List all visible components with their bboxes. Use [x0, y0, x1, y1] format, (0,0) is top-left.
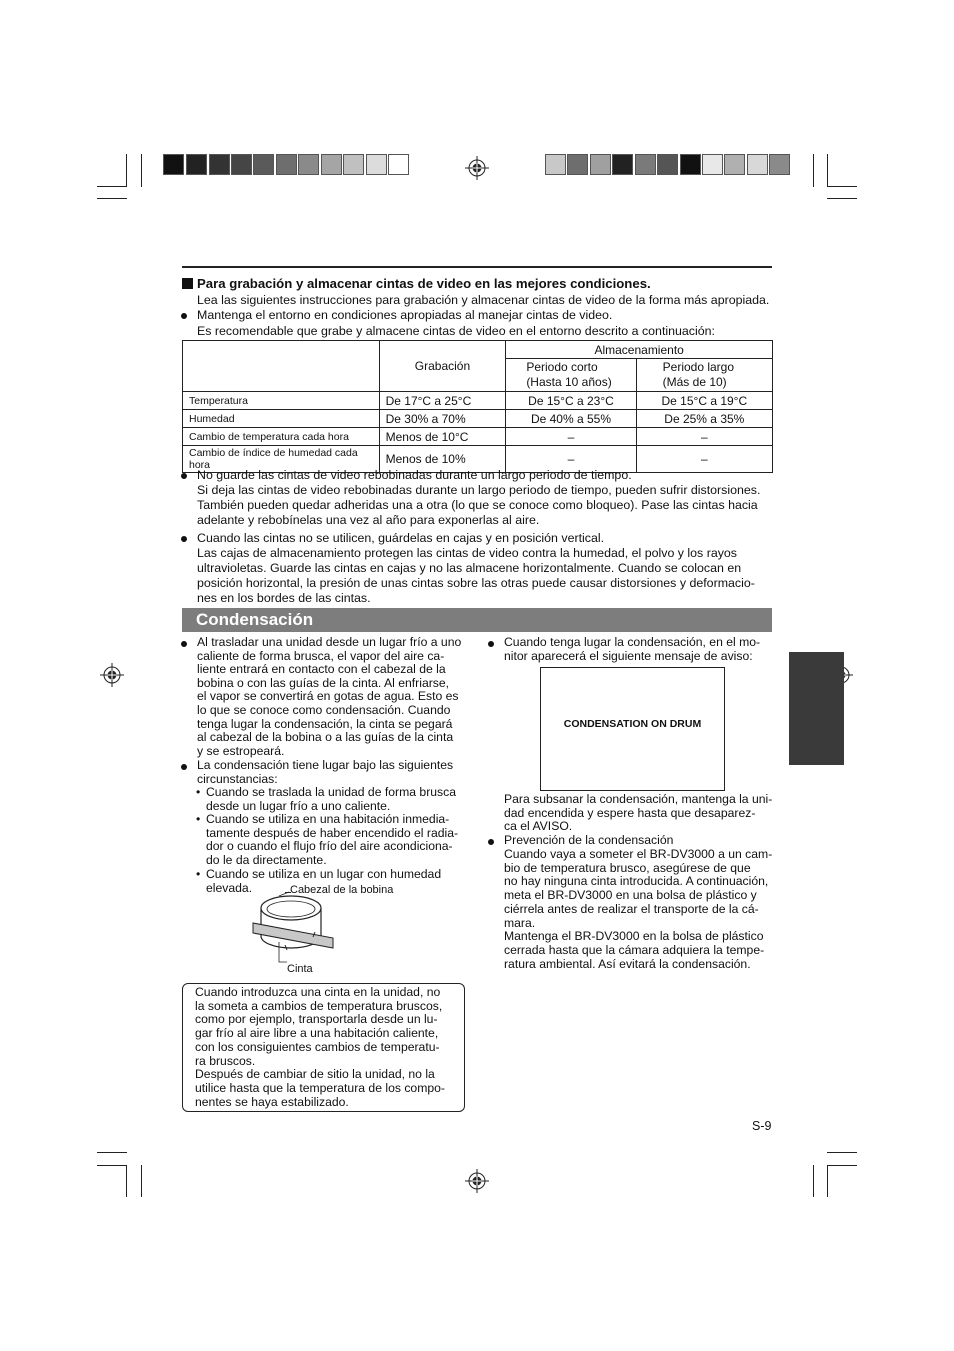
right-bullet-1: Cuando tenga lugar la condensación, en el mo- nitor aparecerá el siguiente mensaje de aviso: — [504, 635, 761, 663]
registration-target-icon — [465, 1169, 489, 1193]
table-row: Temperatura De 17°C a 25°C De 15°C a 23°C De 15°C a 19°C — [183, 392, 773, 410]
left-bullet-2: La condensación tiene lugar bajo las siguientes circunstancias: — [197, 758, 454, 786]
label-drum-head: Cabezal de la bobina — [290, 884, 394, 896]
paragraph-line: adelante y rebobínelas una vez al año para exponerlas al aire. — [197, 513, 540, 527]
left-bullet-1: Al trasladar una unidad desde un lugar frío a uno caliente de forma brusca, el vapor del aire ca- liente entrará en contacto con el cabezal de la bobina o con las guías de la cinta. Al enfriarse, el vapor se convertirá en gotas de agua. Esto es lo que se conoce como condensación. Cuando tenga lugar la condensación, la cinta se pegará al cabezal de la bobina o a las guías de la cinta y se estropeará. — [197, 636, 465, 758]
top-rule — [182, 266, 772, 268]
registration-target-icon — [465, 156, 489, 180]
bullet-rewound: No guarde las cintas de video rebobinadas durante un largo periodo de tiempo. — [197, 468, 632, 482]
table-row: Humedad De 30% a 70% De 40% a 55% De 25% a 35% — [183, 410, 773, 428]
paragraph-line: Las cajas de almacenamiento protegen las cintas de video contra la humedad, el polvo y los rayos — [197, 546, 737, 560]
bullet-environment: Mantenga el entorno en condiciones apropiadas al manejar cintas de video. — [197, 308, 613, 322]
right-bullet-2: Prevención de la condensación — [504, 833, 674, 847]
table-row: Cambio de índice de humedad cada hora Menos de 10% – – — [183, 446, 773, 473]
left-sub-1: • Cuando se traslada la unidad de forma brusca desde un lugar frío a uno caliente. — [206, 786, 456, 813]
left-sub-3: • Cuando se utiliza en un lugar con humedad elevada. — [206, 868, 441, 895]
side-tab — [789, 652, 844, 765]
environment-table — [182, 340, 773, 473]
paragraph-line: ultravioletas. Guarde las cintas en cajas y no las almacene horizontalmente. Cuando se colocan en — [197, 561, 742, 575]
left-sub-2: • Cuando se utiliza en una habitación inmedia- tamente después de haber encendido el radia- dor o cuando el flujo frío del aire acondiciona- do le da directamente. — [206, 813, 458, 867]
header-storage: Almacenamiento — [506, 341, 773, 359]
header-long: Periodo largo (Más de 10) — [636, 359, 772, 392]
warning-message: CONDENSATION ON DRUM — [563, 718, 702, 730]
table-row: Cambio de temperatura cada hora Menos de 10°C – – — [183, 428, 773, 446]
header-short: Periodo corto (Hasta 10 años) — [506, 359, 636, 392]
drum-head-illustration — [245, 890, 340, 970]
paragraph-line: Si deja las cintas de video rebobinadas durante un largo periodo de tiempo, pueden sufrir distorsiones. — [197, 483, 761, 497]
square-bullet-icon — [182, 278, 193, 289]
header-recording: Grabación — [379, 341, 506, 392]
right-prevention-text: Cuando vaya a someter el BR-DV3000 a un cam- bio de temperatura brusco, asegúrese de que no hay ninguna cinta introducida. A continuación, meta el BR-DV3000 en una bolsa de plástico y ciérrela antes de realizar el transporte de la cá- mara. Mantenga el BR-DV3000 en la bolsa de plástico cerrada hasta que la cámara adquiera la tempe- ratura ambiental. Así evitará la condensación. — [504, 847, 773, 971]
section-title: Condensación — [196, 610, 314, 629]
registration-target-icon — [100, 663, 124, 687]
section-heading: Para grabación y almacenar cintas de video en las mejores condiciones. — [197, 276, 651, 291]
caution-text: Cuando introduzca una cinta en la unidad, no la someta a cambios de temperatura bruscos, como por ejemplo, transportarla desde un lu- gar frío al aire libre a una habitación caliente, con los consiguientes cambios de temperatu- ra bruscos. Después de cambiar de sitio la unidad, no la utilice hasta que la temperatura de los compo- nentes se haya estabilizado. — [195, 985, 445, 1109]
right-after-text: Para subsanar la condensación, mantenga la uni- dad encendida y espere hasta que desaparez- ca el AVISO. — [504, 792, 773, 834]
paragraph-line: nes en los bordes de las cintas. — [197, 591, 371, 605]
label-tape: Cinta — [287, 963, 313, 975]
bullet-storage-boxes: Cuando las cintas no se utilicen, guárdelas en cajas y en posición vertical. — [197, 531, 605, 545]
bullet-environment-text: Es recomendable que grabe y almacene cintas de video en el entorno descrito a continuación: — [197, 324, 715, 338]
intro-text: Lea las siguientes instrucciones para grabación y almacenar cintas de video de la forma más apropiada. — [197, 293, 770, 307]
paragraph-line: También pueden quedar adheridas una a otra (lo que se conoce como bloqueo). Pase las cintas hacia — [197, 498, 758, 512]
paragraph-line: posición horizontal, la presión de unas cintas sobre las otras puede causar distorsiones y deformacio- — [197, 576, 755, 590]
page-number: S-9 — [752, 1119, 772, 1133]
